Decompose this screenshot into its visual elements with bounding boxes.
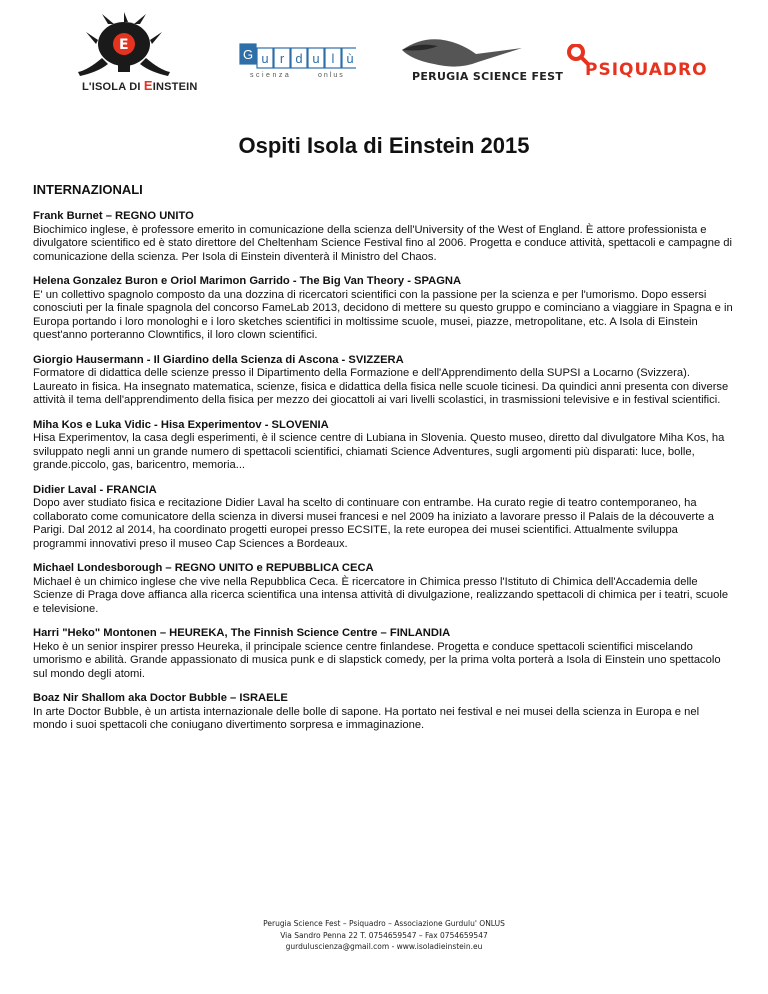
guest-name: Boaz Nir Shallom aka Doctor Bubble – ISRAELE [33,692,288,704]
guest-name: Helena Gonzalez Buron e Oriol Marimon Garrido - The Big Van Theory - SPAGNA [33,275,462,287]
header-logos [0,0,768,110]
psf-logo-text: PERUGIA SCIENCE FEST [412,70,564,83]
guest-entry-montonen [33,627,733,681]
svg-text:G: G [242,47,254,62]
guest-description: Michael è un chimico inglese che vive nella Repubblica Ceca. È ricercatore in Chimica presso l'Istituto di Chimica dell'Accademia delle Scienze di Praga dove affianca alla ricerca scientifica una intensa attività di divulgazione, realizzando spettacoli di chimica per i teatri, scuole e televisione. [33,575,729,615]
guest-description: Biochimico inglese, è professore emerito in comunicazione della scienza dell'University of the West of England. È attore professionista e divulgatore scientifico ed è stato direttore del Cheltenham Science Festival fino al 2006. Progetta e conduce attività, spettacoli e campagne di comunicazione della scienza. Per Isola di Einstein diventerà il Ministro del Chaos. [33,223,733,263]
gurdulu-letter-box [274,48,290,68]
svg-text:r: r [279,51,285,66]
guest-name: Michael Londesborough – REGNO UNITO e REPUBBLICA CECA [33,562,374,574]
page-title: Ospiti Isola di Einstein 2015 [238,132,530,158]
guest-entry-big-van-theory [33,275,733,343]
svg-text:d: d [295,51,303,66]
gurdulu-subtitle-onlus: onlus [318,72,345,79]
svg-text:E: E [119,37,129,53]
guest-name: Harri "Heko" Montonen – HEUREKA, The Finnish Science Centre – FINLANDIA [33,627,451,639]
guest-name: Miha Kos e Luka Vidic - Hisa Experimentov - SLOVENIA [33,418,329,431]
section-title: INTERNAZIONALI [33,182,143,197]
footer-line-contacts: gurduluscienza@gmail.com - www.isoladieinstein.eu [285,942,483,951]
guest-description: E' un collettivo spagnolo composto da una dozzina di ricercatori scientifici con la passione per la scienza e per l'umorismo. Dopo essersi conosciuti per la finale spagnola del concorso FameLab 2013, decidono di mettere su questo gruppo e cominciano a viaggiare in Spagna e in Europa portando i loro monologhi e i loro sketches scientifici in moltissime scuole, musei, piazze, metropolitane, etc. A Isola di Einstein quest'anno porteranno Clowntifics, il loro clown scientifici. [33,288,733,341]
gurdulu-letter-box [257,48,273,68]
guest-description: Dopo aver studiato fisica e recitazione Didier Laval ha scelto di continuare con entrambe. Ha curato regie di teatro contemporaneo, ha collaborato come comunicatore della scienza in diversi musei francesi e nel 2009 ha iniziato a lavorare presso il Palais de la découverte a Parigi. Dal 2012 al 2014, ha coordinato progetti europei presso ECSITE, la rete europea dei musei scientifici. Attualmente sviluppa programmi innovativi preso il museo Cap Sciences a Bordeaux. [33,497,714,550]
svg-text:u: u [312,51,320,66]
page-footer [0,918,768,953]
isola-logo-text: L'ISOLA DI EINSTEIN [82,78,198,93]
guest-name: Didier Laval - FRANCIA [33,483,157,496]
guest-description: Heko è un senior inspirer presso Heureka, il principale science centre finlandese. Progetta e conduce spettacoli scientifici miscelando umorismo e abilità. Grande appassionato di musica punk e di slapstick comedy, per la prima volta porterà a Isola di Einstein uno spettacolo sul mondo degli atomi. [33,640,721,680]
guest-name: Giorgio Hausermann - Il Giardino della Scienza di Ascona - SVIZZERA [33,353,404,366]
guest-description: Formatore di didattica delle scienze presso il Dipartimento della Formazione e dell'Apprendimento della SUPSI a Locarno (Svizzera). Laureato in fisica. Ha insegnato matematica, scienze, fisica e didattica della fisica nelle scuole ticinesi. Da quindici anni presenta con diverse attività il tema dell'apprendimento della fisica per mezzo dei giocattoli ai vari livelli scolastici, in trasmissioni televisive e in festival scientifici. [33,367,729,406]
guest-name: Frank Burnet – REGNO UNITO [33,210,194,222]
gurdulu-letter-box [342,48,356,68]
guest-entry-laval [33,484,733,552]
guest-description: Hisa Experimentov, la casa degli esperimenti, è il science centre di Lubiana in Slovenia. Questo museo, diretto dal divulgatore Miha Kos, ha sviluppato negli anni un grande numero di spettacoli scientifici, chiamati Science Adventures, sugli argomenti più disparati: luce, bolle, grande.piccolo, gas, baricentro, memoria... [33,432,725,471]
svg-text:ù: ù [346,51,354,66]
gurdulu-letter-box [291,48,307,68]
guest-entry-hisa-experimentov [33,419,733,473]
guest-entry-londesborough [33,562,733,616]
guest-entry-hausermann [33,354,733,408]
gurdulu-letter-box [308,48,324,68]
gurdulu-subtitle-scienza: scienza [250,72,292,79]
document-body [33,182,733,744]
svg-text:l: l [331,51,335,66]
gurdulu-letter-box [325,48,341,68]
footer-line-address: Via Sandro Penna 22 T. 0754659547 – Fax 0754659547 [280,930,488,940]
footer-line-organizers: Perugia Science Fest – Psiquadro – Associazione Gurdulu' ONLUS [263,919,505,928]
svg-text:u: u [261,51,269,66]
guest-entry-burnet [33,210,733,264]
psiquadro-logo-text: PSIQUADRO [585,60,708,80]
gurdulu-letter-box [240,44,256,64]
guest-description: In arte Doctor Bubble, è un artista internazionale delle bolle di sapone. Ha portato nei festival e nei musei della scienza in Europa e nel mondo i suoi spettacoli che coniugano divertimento sorpresa e immaginazione. [33,705,700,731]
guest-entry-nir-shallom [33,692,733,733]
